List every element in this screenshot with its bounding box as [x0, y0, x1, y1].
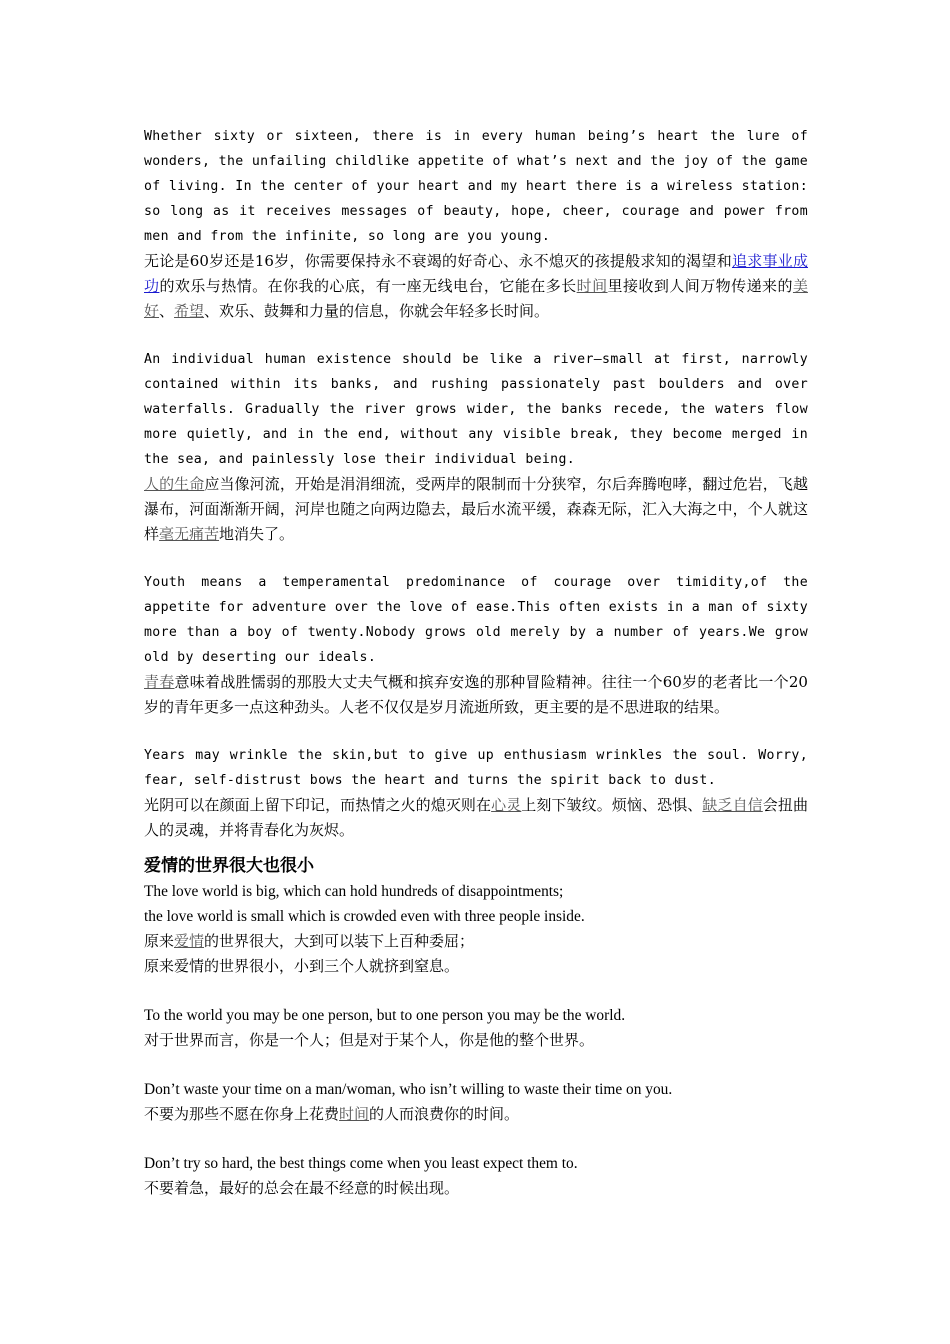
paragraph-zh-4 [144, 793, 808, 843]
link-hope[interactable]: 希望 [174, 302, 205, 320]
document-page [144, 124, 808, 1201]
link-soul[interactable]: 心灵 [491, 796, 522, 814]
link-success[interactable]: 追求事业成功 [144, 252, 808, 295]
link-painless[interactable]: 毫无痛苦 [159, 525, 220, 543]
quote-3-zh: 不要着急，最好的总会在最不经意的时候出现。 [144, 1179, 460, 1197]
link-life[interactable]: 人的生命 [144, 475, 205, 493]
paragraph-en-2: An individual human existence should be like a river—small at first, narrowly contained within its banks, and rushing passionately past boulders and over waterfalls. Gradually the river grows wider, the banks recede, the waters flow more quietly, and in the end, without any visible break, they become merged in the sea, and painlessly lose their individual being. [144, 352, 808, 467]
paragraph-zh-3 [144, 670, 808, 720]
text: 里接收到人间万物传递来的 [607, 277, 793, 295]
love-en-line-1: The love world is big, which can hold hundreds of disappointments; [144, 883, 564, 900]
quote-3-en: Don’t try so hard, the best things come when you least expect them to. [144, 1155, 578, 1172]
spacer [144, 1127, 808, 1151]
spacer [144, 547, 808, 570]
quote-1-zh: 对于世界而言，你是一个人；但是对于某个人，你是他的整个世界。 [144, 1031, 595, 1049]
text: 意味着战胜懦弱的那股大丈夫气概和摈弃安逸的那种冒险精神。往往一个60岁的老者比一个20岁的青年更多一点这种劲头。人老不仅仅是岁月流逝所致，更主要的是不思进取的结果。 [144, 673, 808, 716]
text: 、 [159, 302, 175, 320]
link-love[interactable]: 爱情 [174, 932, 205, 950]
text: 无论是60岁还是16岁，你需要保持永不衰竭的好奇心、永不熄灭的孩提般求知的渴望和 [144, 252, 732, 270]
text: 地消失了。 [219, 525, 295, 543]
text: 不要为那些不愿在你身上花费 [144, 1105, 340, 1123]
text: 上刻下皱纹。烦恼、恐惧、 [521, 796, 703, 814]
quote-2-en: Don’t waste your time on a man/woman, who isn’t willing to waste their time on you. [144, 1081, 673, 1098]
paragraph-en-4: Years may wrinkle the skin,but to give up enthusiasm wrinkles the soul. Worry, fear, self-distrust bows the heart and turns the spirit back to dust. [144, 748, 808, 788]
text: 应当像河流，开始是涓涓细流，受两岸的限制而十分狭窄，尔后奔腾咆哮，翻过危岩，飞越瀑布，河面渐渐开阔，河岸也随之向两边隐去，最后水流平缓，森森无际，汇入大海之中，个人就这样 [144, 475, 808, 543]
section-heading: 爱情的世界很大也很小 [144, 856, 314, 876]
text: 光阴可以在颜面上留下印记，而热情之火的熄灭则在 [144, 796, 492, 814]
link-beauty[interactable]: 美好 [144, 277, 808, 320]
spacer [144, 1053, 808, 1077]
paragraph-zh-1 [144, 249, 808, 324]
paragraph-zh-2 [144, 472, 808, 547]
text: 的世界很大，大到可以装下上百种委屈； [204, 932, 475, 950]
quote-2-zh [144, 1102, 808, 1127]
text: 、欢乐、鼓舞和力量的信息，你就会年轻多长时间。 [204, 302, 550, 320]
text: 的人而浪费你的时间。 [369, 1105, 520, 1123]
paragraph-en-3: Youth means a temperamental predominance of courage over timidity,of the appetite for adventure over the love of ease.This often exists in a man of sixty more than a boy of twenty.Nobody grows old merely by a number of years.We grow old by deserting our ideals. [144, 575, 808, 665]
love-zh-line-1 [144, 929, 808, 954]
love-zh-line-2: 原来爱情的世界很小，小到三个人就挤到窒息。 [144, 957, 460, 975]
text: 原来 [144, 932, 175, 950]
spacer [144, 324, 808, 347]
text: 的欢乐与热情。在你我的心底，有一座无线电台，它能在多长 [159, 277, 577, 295]
spacer [144, 720, 808, 743]
text: 会扭曲人的灵魂，并将青春化为灰烬。 [144, 796, 808, 839]
spacer [144, 979, 808, 1003]
quote-1-en: To the world you may be one person, but to one person you may be the world. [144, 1007, 626, 1024]
link-time[interactable]: 时间 [576, 277, 608, 295]
love-en-line-2: the love world is small which is crowded even with three people inside. [144, 908, 585, 925]
link-youth[interactable]: 青春 [144, 673, 175, 691]
paragraph-en-1: Whether sixty or sixteen, there is in every human being’s heart the lure of wonders, the unfailing childlike appetite of what’s next and the joy of the game of living. In the center of your heart and my heart there is a wireless station: so long as it receives messages of beauty, hope, cheer, courage and power from men and from the infinite, so long are you young. [144, 129, 808, 244]
link-time-2[interactable]: 时间 [339, 1105, 370, 1123]
link-self-confidence[interactable]: 缺乏自信 [702, 796, 763, 814]
